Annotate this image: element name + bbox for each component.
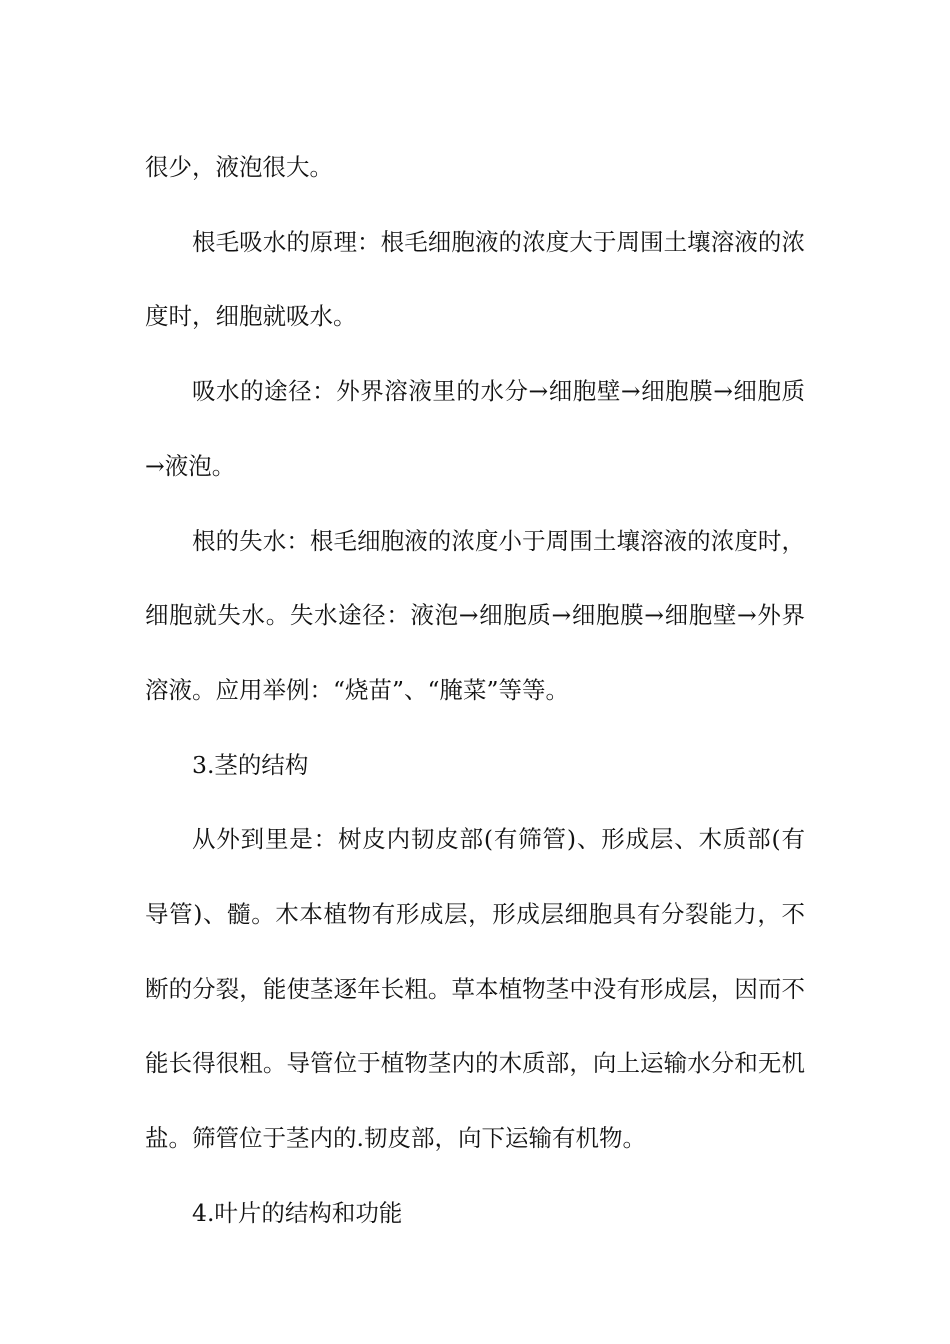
paragraph-continuation: 很少，液泡很大。 <box>145 153 333 181</box>
paragraph-absorption-pathway: 吸水的途径：外界溶液里的水分→细胞壁→细胞膜→细胞质→液泡。 <box>145 377 805 480</box>
paragraph-root-absorption-principle: 根毛吸水的原理：根毛细胞液的浓度大于周围土壤溶液的浓度时，细胞就吸水。 <box>145 227 805 331</box>
section-heading-leaf-structure: 4.叶片的结构和功能 <box>192 1198 403 1227</box>
paragraph-stem-structure: 从外到里是：树皮内韧皮部(有筛管)、形成层、木质部(有导管)、髓。木本植物有形成层，形成层细胞具有分裂能力，不断的分裂，能使茎逐年长粗。草本植物茎中没有形成层，因而不能长得很粗。导管位于植物茎内的木质部，向上运输水分和无机盐。筛管位于茎内的.韧皮部，向下运输有机物。 <box>145 825 805 1153</box>
document-body <box>145 130 805 1251</box>
section-heading-stem-structure: 3.茎的结构 <box>192 750 309 779</box>
paragraph-root-water-loss: 根的失水：根毛细胞液的浓度小于周围土壤溶液的浓度时，细胞就失水。失水途径：液泡→细胞质→细胞膜→细胞壁→外界溶液。应用举例：“烧苗”、“腌菜”等等。 <box>145 526 805 704</box>
